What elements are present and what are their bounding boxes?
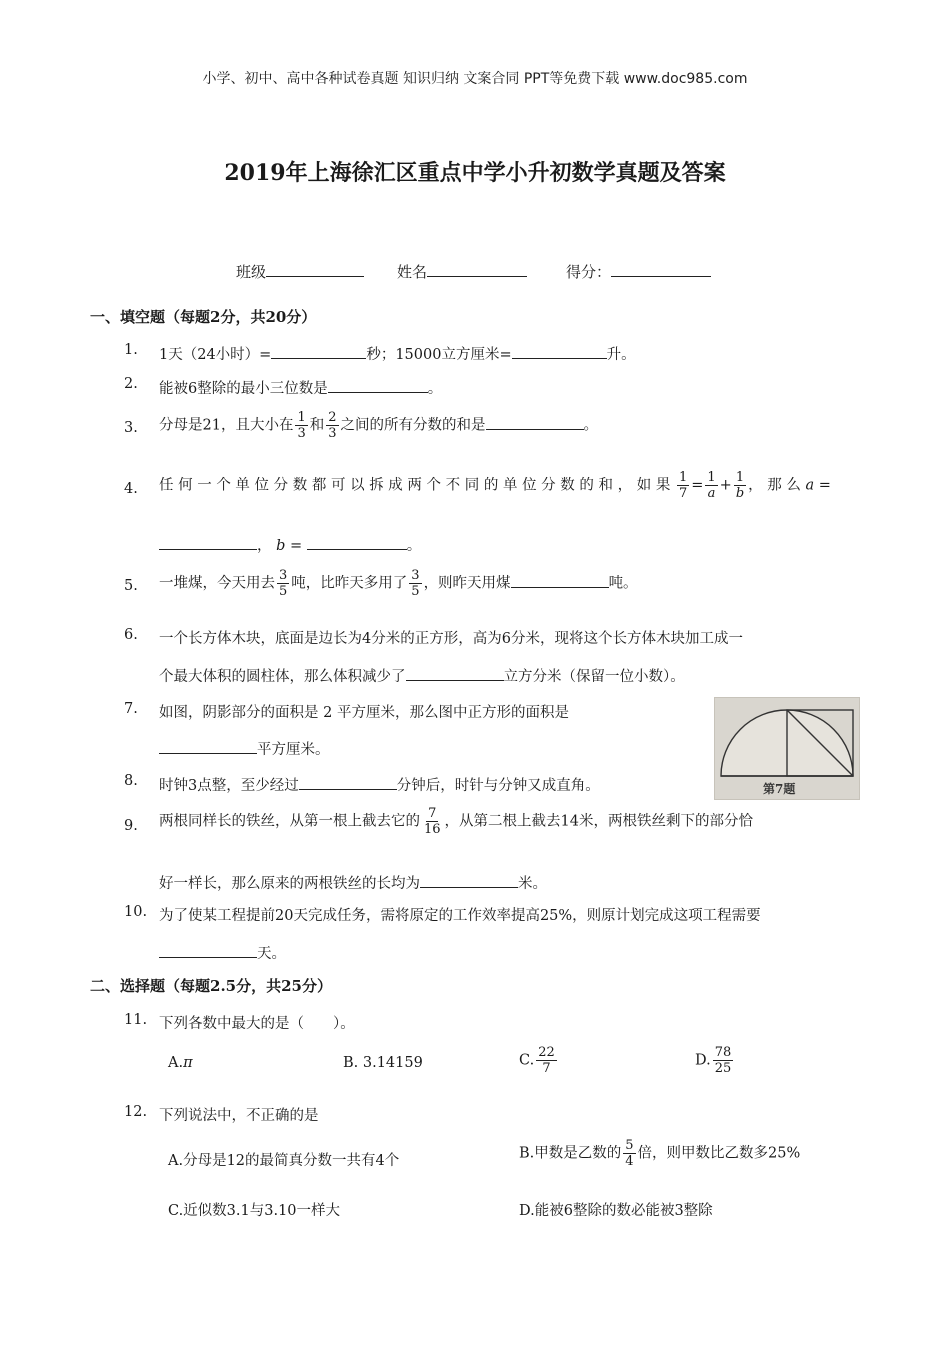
class-field xyxy=(236,260,364,282)
q8-text: 时钟3点整，至少经过 分钟后，时针与分钟又成直角。 xyxy=(159,773,600,795)
q9-number: 9. xyxy=(124,818,138,834)
q2-number: 2. xyxy=(124,376,138,392)
q12-option-d: D.能被6整除的数必能被3整除 xyxy=(519,1203,713,1219)
q12-text: 下列说法中，不正确的是 xyxy=(159,1108,319,1124)
q4-number: 4. xyxy=(124,481,138,497)
q11-option-b: B. 3.14159 xyxy=(343,1055,423,1071)
q11-number: 11. xyxy=(124,1012,148,1028)
class-blank xyxy=(266,260,364,277)
section-fill-blank-heading: 一、填空题（每题2分，共20分） xyxy=(90,308,317,326)
name-field xyxy=(397,260,527,282)
q5-number: 5. xyxy=(124,578,138,594)
q12-option-a: A.分母是12的最简真分数一共有4个 xyxy=(168,1153,400,1169)
name-label: 姓名 xyxy=(397,263,428,281)
q10-text-line2: 天。 xyxy=(159,941,286,963)
q7-text: 如图，阴影部分的面积是 2 平方厘米，那么图中正方形的面积是 xyxy=(159,705,569,721)
q10-text: 为了使某工程提前20天完成任务，需将原定的工作效率提高25%，则原计划完成这项工程需要 xyxy=(159,908,761,924)
q1-text: 1天（24小时）= 秒；15000立方厘米= 升。 xyxy=(159,342,636,364)
page-header: 小学、初中、高中各种试卷真题 知识归纳 文案合同 PPT等免费下载 www.doc985.com xyxy=(202,71,748,87)
q3-text: 分母是21，且大小在 $\frac{1}{3}$ 和 $\frac{2}{3}$ 之间的所有分数的和是 。 xyxy=(159,410,599,441)
q6-text-line2: 个最大体积的圆柱体，那么体积减少了 立方分米（保留一位小数）。 xyxy=(159,664,685,686)
score-blank xyxy=(611,260,711,277)
q11-text: 下列各数中最大的是（ ）。 xyxy=(159,1016,355,1032)
q6-number: 6. xyxy=(124,627,138,643)
q7-text-line2: 平方厘米。 xyxy=(159,737,330,759)
class-label: 班级 xyxy=(236,263,267,281)
q4-text-line2: ， b = 。 xyxy=(159,533,421,555)
q12-option-c: C.近似数3.1与3.10一样大 xyxy=(168,1203,341,1219)
q10-number: 10. xyxy=(124,904,148,920)
q3-number: 3. xyxy=(124,420,138,436)
score-label: 得分： xyxy=(566,263,612,281)
q9-text: 两根同样长的铁丝，从第一根上截去它的 $\frac{7}{16}$ ，从第二根上截去14米，两根铁丝剩下的部分恰 xyxy=(159,806,753,837)
q4-text: 任 何 一 个 单 位 分 数 都 可 以 拆 成 两 个 不 同 的 单 位 分 数 的 和 ， 如 果 $\frac{1}{7}$ = $\frac{1}{a}$ + $\frac{1}{b}$ ， 那 么 a = xyxy=(159,470,831,501)
q1-number: 1. xyxy=(124,342,138,358)
page-title: 2019年上海徐汇区重点中学小升初数学真题及答案 xyxy=(224,160,726,186)
q8-number: 8. xyxy=(124,773,138,789)
q12-option-b: B.甲数是乙数的 $\frac{5}{4}$ 倍，则甲数比乙数多25% xyxy=(519,1138,801,1169)
q6-text: 一个长方体木块，底面是边长为4分米的正方形，高为6分米，现将这个长方体木块加工成一 xyxy=(159,631,743,647)
q11-option-a: A.π xyxy=(168,1055,193,1071)
score-field xyxy=(566,260,711,282)
figure-q7 xyxy=(714,697,860,800)
q11-option-d: D. $\frac{78}{25}$ xyxy=(695,1045,732,1076)
fraction: $\frac{1}{3}$ xyxy=(297,410,306,441)
q7-number: 7. xyxy=(124,701,138,717)
figure-caption: 第7题 xyxy=(763,782,796,796)
q2-text: 能被6整除的最小三位数是 。 xyxy=(159,376,442,398)
q5-text: 一堆煤，今天用去 $\frac{3}{5}$ 吨，比昨天多用了 $\frac{3}{5}$ ，则昨天用煤 吨。 xyxy=(159,568,638,599)
q11-option-c: C. $\frac{22}{7}$ xyxy=(519,1045,555,1076)
section-multiple-choice-heading: 二、选择题（每题2.5分，共25分） xyxy=(90,977,332,995)
name-blank xyxy=(427,260,527,277)
q9-text-line2: 好一样长，那么原来的两根铁丝的长均为 米。 xyxy=(159,871,547,893)
q12-number: 12. xyxy=(124,1104,148,1120)
fraction: $\frac{2}{3}$ xyxy=(328,410,337,441)
